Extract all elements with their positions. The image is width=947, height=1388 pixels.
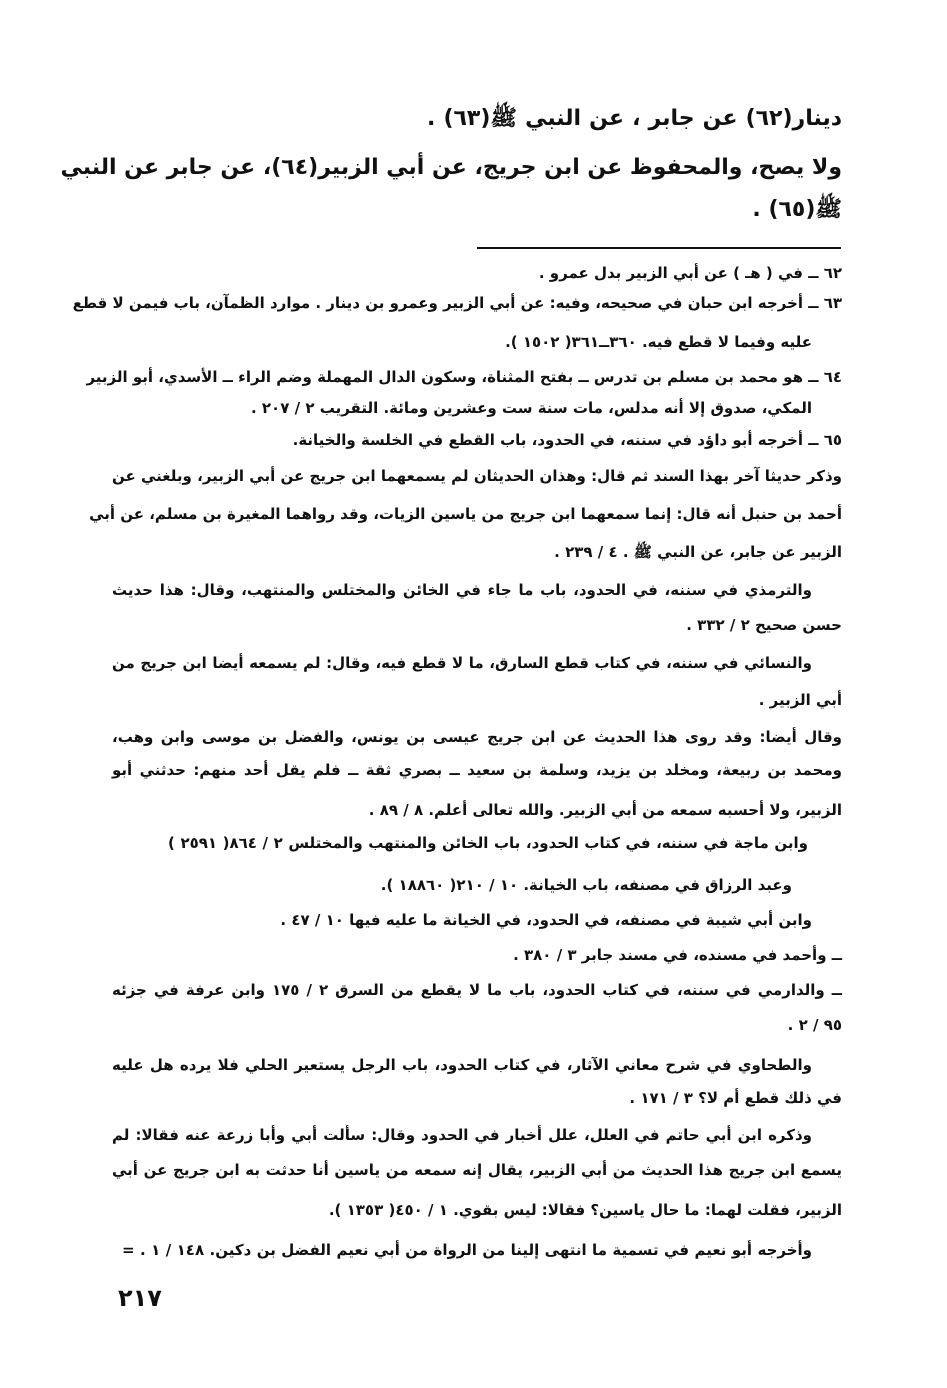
footnote-line: الزبير، فقلت لهما: ما حال ياسين؟ فقالا: ليس بقوي. ١ / ٤٥٠( ١٣٥٣ ). xyxy=(328,1201,842,1219)
main-line: ولا يصح، والمحفوظ عن ابن جريج، عن أبي الزبير(٦٤)، عن جابر عن النبي xyxy=(60,155,842,180)
footnote-line: عليه وفيما لا قطع فيه. ٣٦٠ــ٣٦١( ١٥٠٢ ). xyxy=(505,333,812,351)
footnote-line: في ذلك قطع أم لا؟ ٣ / ١٧١ . xyxy=(629,1089,842,1107)
footnote-line: الزبير، ولا أحسبه سمعه من أبي الزبير. والله تعالى أعلم. ٨ / ٨٩ . xyxy=(368,801,842,819)
footnote-line: ومحمد بن ربيعة، ومخلد بن يزيد، وسلمة بن سعيد ــ بصري ثقة ــ فلم يقل أحد منهم: حدثني أبو xyxy=(112,761,842,779)
footnote-line: ــ والدارمي في سننه، في كتاب الحدود، باب ما لا يقطع من السرق ٢ / ١٧٥ وابن عرفة في جزئه xyxy=(112,981,842,999)
footnote-62: ٦٢ ــ في ( هـ ) عن أبي الزبير بدل عمرو . xyxy=(538,264,842,282)
footnote-line: وعبد الرزاق في مصنفه، باب الخيانة. ١٠ / ٢١٠( ١٨٨٦٠ ). xyxy=(380,876,792,894)
main-line: دينار(٦٢) عن جابر ، عن النبي ﷺ(٦٣) . xyxy=(427,106,842,131)
footnote-line: الزبير عن جابر، عن النبي ﷺ . ٤ / ٢٣٩ . xyxy=(554,543,842,561)
footnote-line: وابن ماجة في سننه، في كتاب الحدود، باب الخائن والمنتهب والمختلس ٢ / ٨٦٤( ٢٥٩١ ) xyxy=(168,834,809,852)
footnote-line: أحمد بن حنبل أنه قال: إنما سمعهما ابن جريج من ياسين الزيات، وقد رواهما المغيرة بن مسلم، عن أبي xyxy=(89,505,842,523)
footnote-line: وأخرجه أبو نعيم في تسمية ما انتهى إلينا من الرواة من أبي نعيم الفضل بن دكين. ١٤٨ / ١ . = xyxy=(122,1241,812,1259)
footnote-line: والنسائي في سننه، في كتاب قطع السارق، ما لا قطع فيه، وقال: لم يسمعه أيضا ابن جريج من xyxy=(112,654,812,672)
footnote-line: ٩٥ / ٢ . xyxy=(787,1016,842,1034)
footnote-line: المكي، صدوق إلا أنه مدلس، مات سنة ست وعشرين ومائة. التقريب ٢ / ٢٠٧ . xyxy=(250,399,812,417)
footnote-line: والطحاوي في شرح معاني الآثار، في كتاب الحدود، باب الرجل يستعير الحلي فلا يرده هل عليه xyxy=(112,1056,812,1074)
footnote-line: حسن صحيح ٢ / ٣٣٢ . xyxy=(686,616,842,634)
main-line: ﷺ(٦٥) . xyxy=(752,197,842,222)
page-number: ٢١٧ xyxy=(118,1284,162,1312)
footnote-line: ــ وأحمد في مسنده، في مسند جابر ٣ / ٣٨٠ . xyxy=(513,946,842,964)
footnote-separator xyxy=(477,247,841,249)
footnote-65: ٦٥ ــ أخرجه أبو داؤد في سننه، في الحدود، باب القطع في الخلسة والخيانة. xyxy=(292,431,842,449)
footnote-line: أبي الزبير . xyxy=(758,691,842,709)
footnote-64: ٦٤ ــ هو محمد بن مسلم بن تدرس ــ بفتح المثناة، وسكون الدال المهملة وضم الراء ــ الأسدي، أبو الزبير xyxy=(86,368,842,386)
footnote-line: وذكره ابن أبي حاتم في العلل، علل أخبار في الحدود وقال: سألت أبي وأبا زرعة عنه فقالا: لم xyxy=(112,1126,812,1144)
footnote-line: وقال أيضا: وقد روى هذا الحديث عن ابن جريج عيسى بن يونس، والفضل بن موسى وابن وهب، xyxy=(112,728,842,746)
footnote-line: وابن أبي شيبة في مصنفه، في الحدود، في الخيانة ما عليه فيها ١٠ / ٤٧ . xyxy=(280,911,812,929)
footnote-line: وذكر حديثا آخر بهذا السند ثم قال: وهذان الحديثان لم يسمعهما ابن جريج عن أبي الزبير، وبلغني عن xyxy=(112,467,842,485)
footnote-line: يسمع ابن جريج هذا الحديث من أبي الزبير، يقال إنه سمعه من ياسين أنا حدثت به ابن جريج عن أبي xyxy=(112,1161,842,1179)
footnote-line: والترمذي في سننه، في الحدود، باب ما جاء في الخائن والمختلس والمنتهب، وقال: هذا حديث xyxy=(112,581,812,599)
footnote-63: ٦٣ ــ أخرجه ابن حبان في صحيحه، وفيه: عن أبي الزبير وعمرو بن دينار . موارد الظمآن، باب فيمن لا قطع xyxy=(72,294,842,312)
